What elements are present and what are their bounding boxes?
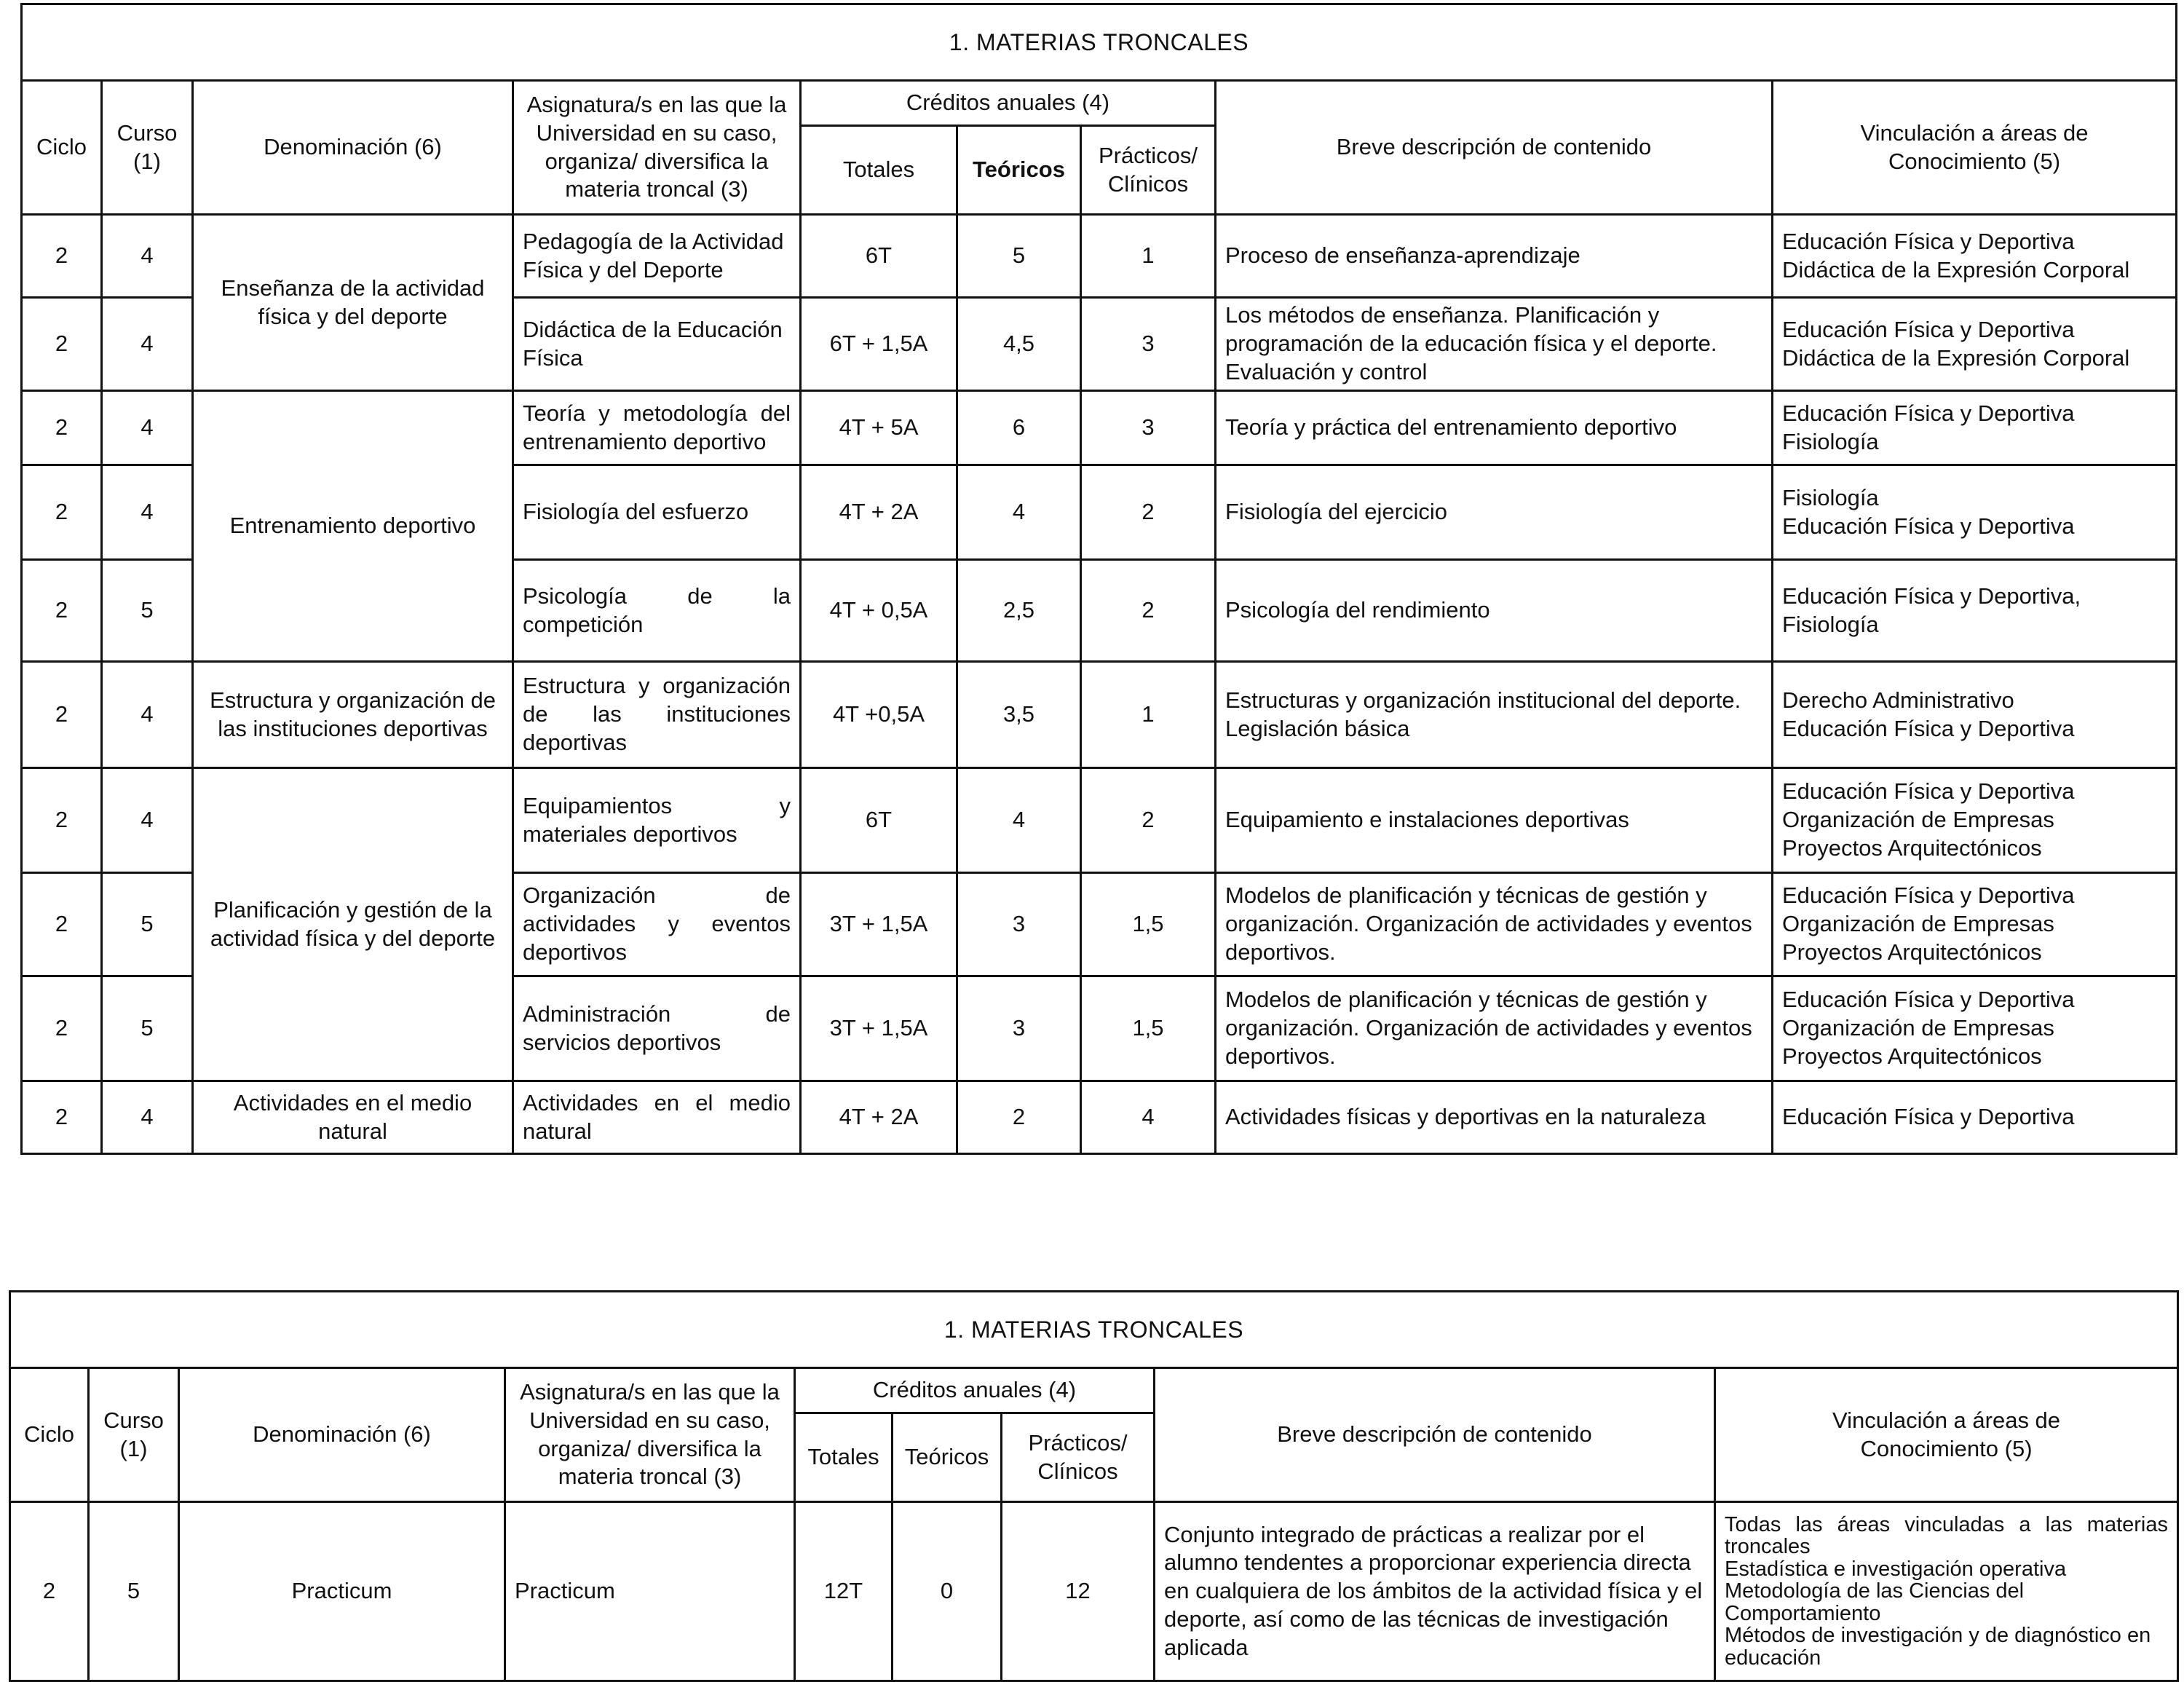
table-row — [22, 768, 2177, 873]
cell-totales: 3T + 1,5A — [801, 873, 957, 976]
cell-teoricos: 2,5 — [957, 560, 1081, 662]
cell-practicos: 12 — [1002, 1502, 1155, 1681]
cell-curso: 5 — [102, 560, 193, 662]
cell-ciclo: 2 — [22, 1081, 102, 1154]
header-practicos: Prácticos/ Clínicos — [1081, 126, 1216, 215]
cell-asignatura: Pedagogía de la Actividad Física y del Deporte — [513, 215, 801, 298]
cell-denominacion: Actividades en el medio natural — [193, 1081, 513, 1154]
header-totales: Totales — [795, 1413, 893, 1502]
table-row — [22, 391, 2177, 465]
cell-curso: 5 — [89, 1502, 179, 1681]
cell-totales: 6T — [801, 215, 957, 298]
vinculacion-item: Estadística e investigación operativa — [1725, 1557, 2067, 1581]
vinculacion-item: Metodología de las Ciencias del Comportamiento — [1725, 1579, 2025, 1625]
cell-totales: 3T + 1,5A — [801, 976, 957, 1081]
cell-ciclo: 2 — [22, 215, 102, 298]
cell-descripcion: Los métodos de enseñanza. Planificación y programación de la educación física y el deporte. Evaluación y control — [1216, 298, 1773, 391]
cell-ciclo: 2 — [10, 1502, 89, 1681]
cell-asignatura: Didáctica de la Educación Física — [513, 298, 801, 391]
cell-vinculacion: Educación Física y Deportiva Didáctica de la Expresión Corporal — [1773, 298, 2177, 391]
cell-totales: 4T + 2A — [801, 465, 957, 560]
cell-ciclo: 2 — [22, 768, 102, 873]
cell-ciclo: 2 — [22, 873, 102, 976]
header-teoricos: Teóricos — [957, 126, 1081, 215]
cell-descripcion: Equipamiento e instalaciones deportivas — [1216, 768, 1773, 873]
header-teoricos: Teóricos — [893, 1413, 1002, 1502]
cell-practicos: 1,5 — [1081, 976, 1216, 1081]
cell-descripcion: Conjunto integrado de prácticas a realizar por el alumno tendentes a proporcionar experiencia directa en cualquiera de los ámbitos de la actividad física y el deporte, así como de las técnicas de investigación aplicada — [1155, 1502, 1715, 1681]
cell-curso: 4 — [102, 768, 193, 873]
cell-asignatura: Psicología de la competición — [513, 560, 801, 662]
cell-practicos: 1 — [1081, 215, 1216, 298]
materias-troncales-table-2 — [9, 1290, 2179, 1682]
cell-curso: 4 — [102, 298, 193, 391]
table-title: 1. MATERIAS TRONCALES — [10, 1292, 2178, 1368]
cell-vinculacion: Educación Física y Deportiva Organización de Empresas Proyectos Arquitectónicos — [1773, 768, 2177, 873]
cell-vinculacion: Educación Física y Deportiva Organización de Empresas Proyectos Arquitectónicos — [1773, 976, 2177, 1081]
cell-curso: 5 — [102, 873, 193, 976]
cell-teoricos: 5 — [957, 215, 1081, 298]
table-row — [22, 662, 2177, 768]
cell-descripcion: Estructuras y organización institucional del deporte. Legislación básica — [1216, 662, 1773, 768]
cell-vinculacion: Educación Física y Deportiva Organización de Empresas Proyectos Arquitectónicos — [1773, 873, 2177, 976]
cell-denominacion: Entrenamiento deportivo — [193, 391, 513, 662]
header-creditos: Créditos anuales (4) — [801, 81, 1216, 126]
cell-ciclo: 2 — [22, 976, 102, 1081]
cell-asignatura: Teoría y metodología del entrenamiento deportivo — [513, 391, 801, 465]
cell-practicos: 3 — [1081, 298, 1216, 391]
cell-practicos: 1,5 — [1081, 873, 1216, 976]
cell-ciclo: 2 — [22, 662, 102, 768]
cell-denominacion: Practicum — [179, 1502, 505, 1681]
cell-descripcion: Fisiología del ejercicio — [1216, 465, 1773, 560]
materias-troncales-table-1 — [20, 3, 2177, 1155]
header-curso: Curso (1) — [89, 1368, 179, 1502]
cell-teoricos: 3 — [957, 976, 1081, 1081]
cell-descripcion: Actividades físicas y deportivas en la naturaleza — [1216, 1081, 1773, 1154]
cell-practicos: 2 — [1081, 465, 1216, 560]
header-practicos: Prácticos/ Clínicos — [1002, 1413, 1155, 1502]
cell-asignatura: Estructura y organización de las instituciones deportivas — [513, 662, 801, 768]
cell-denominacion: Enseñanza de la actividad física y del deporte — [193, 215, 513, 391]
header-creditos: Créditos anuales (4) — [795, 1368, 1155, 1413]
cell-teoricos: 3,5 — [957, 662, 1081, 768]
table-row — [10, 1502, 2178, 1681]
header-vinculacion: Vinculación a áreas de Conocimiento (5) — [1715, 1368, 2178, 1502]
cell-descripcion: Modelos de planificación y técnicas de gestión y organización. Organización de actividades y eventos deportivos. — [1216, 873, 1773, 976]
cell-ciclo: 2 — [22, 298, 102, 391]
vinculacion-item: Todas las áreas vinculadas a las materias troncales — [1725, 1512, 2168, 1559]
cell-totales: 6T — [801, 768, 957, 873]
cell-practicos: 1 — [1081, 662, 1216, 768]
cell-asignatura: Practicum — [505, 1502, 795, 1681]
cell-asignatura: Fisiología del esfuerzo — [513, 465, 801, 560]
cell-descripcion: Proceso de enseñanza-aprendizaje — [1216, 215, 1773, 298]
cell-practicos: 2 — [1081, 560, 1216, 662]
cell-totales: 6T + 1,5A — [801, 298, 957, 391]
cell-teoricos: 3 — [957, 873, 1081, 976]
cell-descripcion: Modelos de planificación y técnicas de gestión y organización. Organización de actividades y eventos deportivos. — [1216, 976, 1773, 1081]
cell-curso: 4 — [102, 391, 193, 465]
cell-descripcion: Teoría y práctica del entrenamiento deportivo — [1216, 391, 1773, 465]
cell-teoricos: 4 — [957, 768, 1081, 873]
cell-vinculacion: Fisiología Educación Física y Deportiva — [1773, 465, 2177, 560]
cell-totales: 4T + 0,5A — [801, 560, 957, 662]
cell-denominacion: Estructura y organización de las instituciones deportivas — [193, 662, 513, 768]
cell-totales: 4T +0,5A — [801, 662, 957, 768]
header-curso: Curso (1) — [102, 81, 193, 215]
header-ciclo: Ciclo — [10, 1368, 89, 1502]
cell-practicos: 3 — [1081, 391, 1216, 465]
cell-teoricos: 4,5 — [957, 298, 1081, 391]
cell-totales: 12T — [795, 1502, 893, 1681]
cell-totales: 4T + 5A — [801, 391, 957, 465]
cell-vinculacion: Educación Física y Deportiva Didáctica de la Expresión Corporal — [1773, 215, 2177, 298]
cell-vinculacion — [1715, 1502, 2178, 1681]
cell-teoricos: 4 — [957, 465, 1081, 560]
table-title: 1. MATERIAS TRONCALES — [22, 4, 2177, 81]
cell-practicos: 4 — [1081, 1081, 1216, 1154]
cell-vinculacion: Educación Física y Deportiva — [1773, 1081, 2177, 1154]
cell-descripcion: Psicología del rendimiento — [1216, 560, 1773, 662]
cell-teoricos: 2 — [957, 1081, 1081, 1154]
cell-asignatura: Actividades en el medio natural — [513, 1081, 801, 1154]
header-ciclo: Ciclo — [22, 81, 102, 215]
header-denominacion: Denominación (6) — [193, 81, 513, 215]
header-denominacion: Denominación (6) — [179, 1368, 505, 1502]
cell-ciclo: 2 — [22, 560, 102, 662]
header-asignatura: Asignatura/s en las que la Universidad en su caso, organiza/ diversifica la materia troncal (3) — [505, 1368, 795, 1502]
cell-curso: 4 — [102, 1081, 193, 1154]
cell-teoricos: 0 — [893, 1502, 1002, 1681]
cell-curso: 5 — [102, 976, 193, 1081]
cell-curso: 4 — [102, 662, 193, 768]
cell-denominacion: Planificación y gestión de la actividad física y del deporte — [193, 768, 513, 1081]
cell-curso: 4 — [102, 465, 193, 560]
cell-vinculacion: Educación Física y Deportiva Fisiología — [1773, 391, 2177, 465]
cell-curso: 4 — [102, 215, 193, 298]
cell-totales: 4T + 2A — [801, 1081, 957, 1154]
header-asignatura: Asignatura/s en las que la Universidad en su caso, organiza/ diversifica la materia troncal (3) — [513, 81, 801, 215]
vinculacion-item: Métodos de investigación y de diagnóstico en educación — [1725, 1624, 2151, 1670]
cell-ciclo: 2 — [22, 391, 102, 465]
header-descripcion: Breve descripción de contenido — [1216, 81, 1773, 215]
cell-vinculacion: Derecho Administrativo Educación Física y Deportiva — [1773, 662, 2177, 768]
cell-asignatura: Organización de actividades y eventos deportivos — [513, 873, 801, 976]
header-vinculacion: Vinculación a áreas de Conocimiento (5) — [1773, 81, 2177, 215]
header-totales: Totales — [801, 126, 957, 215]
cell-vinculacion: Educación Física y Deportiva, Fisiología — [1773, 560, 2177, 662]
cell-asignatura: Administración de servicios deportivos — [513, 976, 801, 1081]
header-descripcion: Breve descripción de contenido — [1155, 1368, 1715, 1502]
cell-asignatura: Equipamientos y materiales deportivos — [513, 768, 801, 873]
cell-ciclo: 2 — [22, 465, 102, 560]
table-row — [22, 1081, 2177, 1154]
table-row — [22, 215, 2177, 298]
cell-practicos: 2 — [1081, 768, 1216, 873]
cell-teoricos: 6 — [957, 391, 1081, 465]
